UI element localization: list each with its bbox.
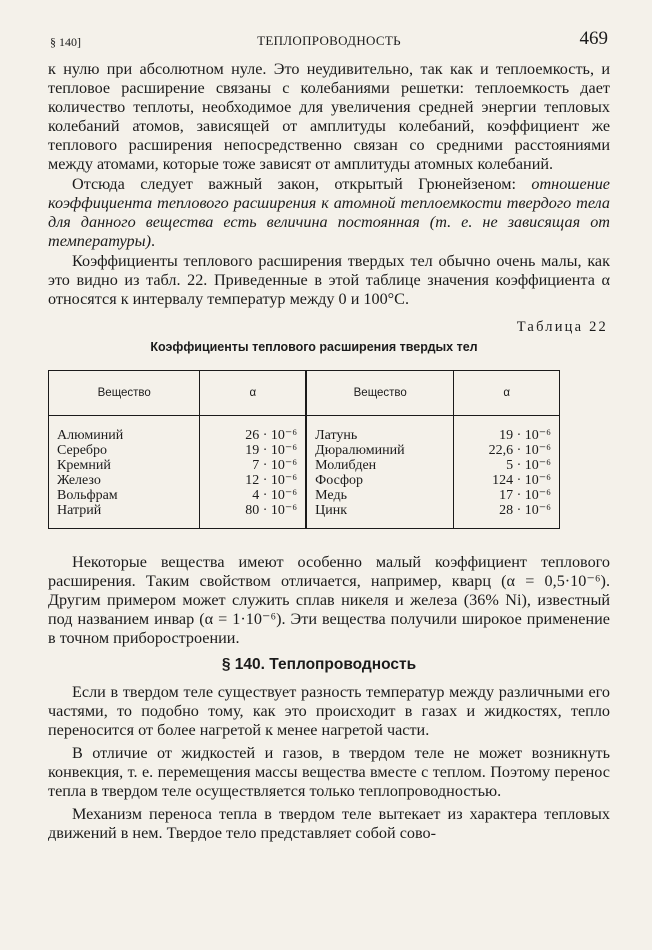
left-substances	[49, 416, 200, 529]
section-heading: § 140. Теплопроводность	[221, 656, 417, 673]
paragraph-heat-capacity: к нулю при абсолютном нуле. Это неудивительно, так как и теплоемкость, и тепловое расширение связаны с колебаниями решетки: теплоемкость дает количество теплоты, необходимое для увеличения средней энергии тепловых колебаний атомов, зависящей от амплитуды колебаний, коэффициент же теплового расширения непосредственно связан со средними расстояниями между атомами, которые тоже зависят от амплитуды атомных колебаний.	[48, 60, 610, 173]
alpha-value: 124 · 10⁻⁶	[492, 473, 551, 488]
alpha-value: 22,6 · 10⁻⁶	[488, 443, 551, 458]
paragraph-coefficients: Коэффициенты теплового расширения твердых тел обычно очень малы, как это видно из табл. 22. Приведенные в этой таблице значения коэффициента α относятся к интервалу температур между 0 и 100°C.	[48, 252, 610, 308]
book-page	[48, 26, 610, 843]
paragraph-temperature-difference: Если в твердом теле существует разность температур между различными его частями, то подобно тому, как это происходит в газах и жидкостях, тепло переносится от более нагретой к менее нагретой части.	[48, 683, 610, 739]
alpha-value: 26 · 10⁻⁶	[245, 428, 298, 443]
alpha-value: 5 · 10⁻⁶	[506, 458, 551, 473]
substance-name: Кремний	[57, 458, 111, 473]
running-title: ТЕПЛОПРОВОДНОСТЬ	[257, 33, 401, 48]
gruneisen-lead: Отсюда следует важный закон, открытый Грюнейзеном:	[72, 175, 532, 193]
paragraph-no-convection: В отличие от жидкостей и газов, в твердом теле не может возникнуть конвекция, т. е. перемещения массы вещества вместе с теплом. Поэтому перенос тепла в твердом теле осуществляется только теплопроводностью.	[48, 744, 610, 800]
substance-name: Железо	[57, 473, 101, 488]
alpha-value: 19 · 10⁻⁶	[499, 428, 551, 443]
substance-name: Натрий	[57, 503, 102, 518]
right-substances	[306, 416, 454, 529]
substance-name: Дюралюминий	[315, 443, 405, 458]
page-header	[48, 26, 610, 60]
alpha-value: 80 · 10⁻⁶	[245, 503, 298, 518]
table-label: Таблица 22	[516, 319, 608, 335]
substance-name: Молибден	[315, 458, 377, 473]
paragraph-gruneisen-law	[48, 175, 610, 251]
gruneisen-tail: .	[150, 232, 156, 250]
alpha-value: 17 · 10⁻⁶	[499, 488, 551, 503]
header-substance-right: Вещество	[306, 371, 454, 416]
alpha-value: 7 · 10⁻⁶	[252, 458, 298, 473]
substance-name: Фосфор	[315, 473, 364, 488]
alpha-value: 12 · 10⁻⁶	[245, 473, 298, 488]
header-alpha-right: α	[454, 371, 560, 416]
header-alpha-left: α	[200, 371, 306, 416]
expansion-table	[48, 370, 560, 529]
table-header-row	[49, 371, 560, 416]
paragraph-mechanism: Механизм переноса тепла в твердом теле вытекает из характера тепловых движений в нем. Твердое тело представляет собой сово-	[48, 805, 610, 842]
right-alpha-values	[454, 416, 560, 529]
page-number: 469	[579, 28, 608, 49]
substance-name: Медь	[315, 488, 347, 503]
header-substance-left: Вещество	[49, 371, 200, 416]
alpha-value: 19 · 10⁻⁶	[245, 443, 298, 458]
paragraph-invar: Некоторые вещества имеют особенно малый коэффициент теплового расширения. Таким свойством отличается, например, кварц (α = 0,5·10⁻⁶). Другим примером может служить сплав никеля и железа (36% Ni), известный под названием инвар (α = 1·10⁻⁶). Эти вещества получили широкое применение в точном приборостроении.	[48, 553, 610, 647]
table-title: Коэффициенты теплового расширения твердых тел	[150, 340, 478, 354]
substance-name: Алюминий	[57, 428, 124, 443]
left-alpha-values	[200, 416, 306, 529]
alpha-value: 4 · 10⁻⁶	[252, 488, 298, 503]
substance-name: Цинк	[315, 503, 348, 518]
section-reference: § 140]	[50, 35, 81, 49]
substance-name: Вольфрам	[57, 488, 118, 503]
substance-name: Латунь	[315, 428, 358, 443]
table-body-row	[49, 416, 560, 529]
gruneisen-law-text: отношение коэффициента теплового расширения к атомной теплоемкости твердого тела для данного вещества есть величина постоянная (т. е. не зависящая от температуры)	[48, 175, 610, 250]
substance-name: Серебро	[57, 443, 108, 458]
alpha-value: 28 · 10⁻⁶	[499, 503, 551, 518]
